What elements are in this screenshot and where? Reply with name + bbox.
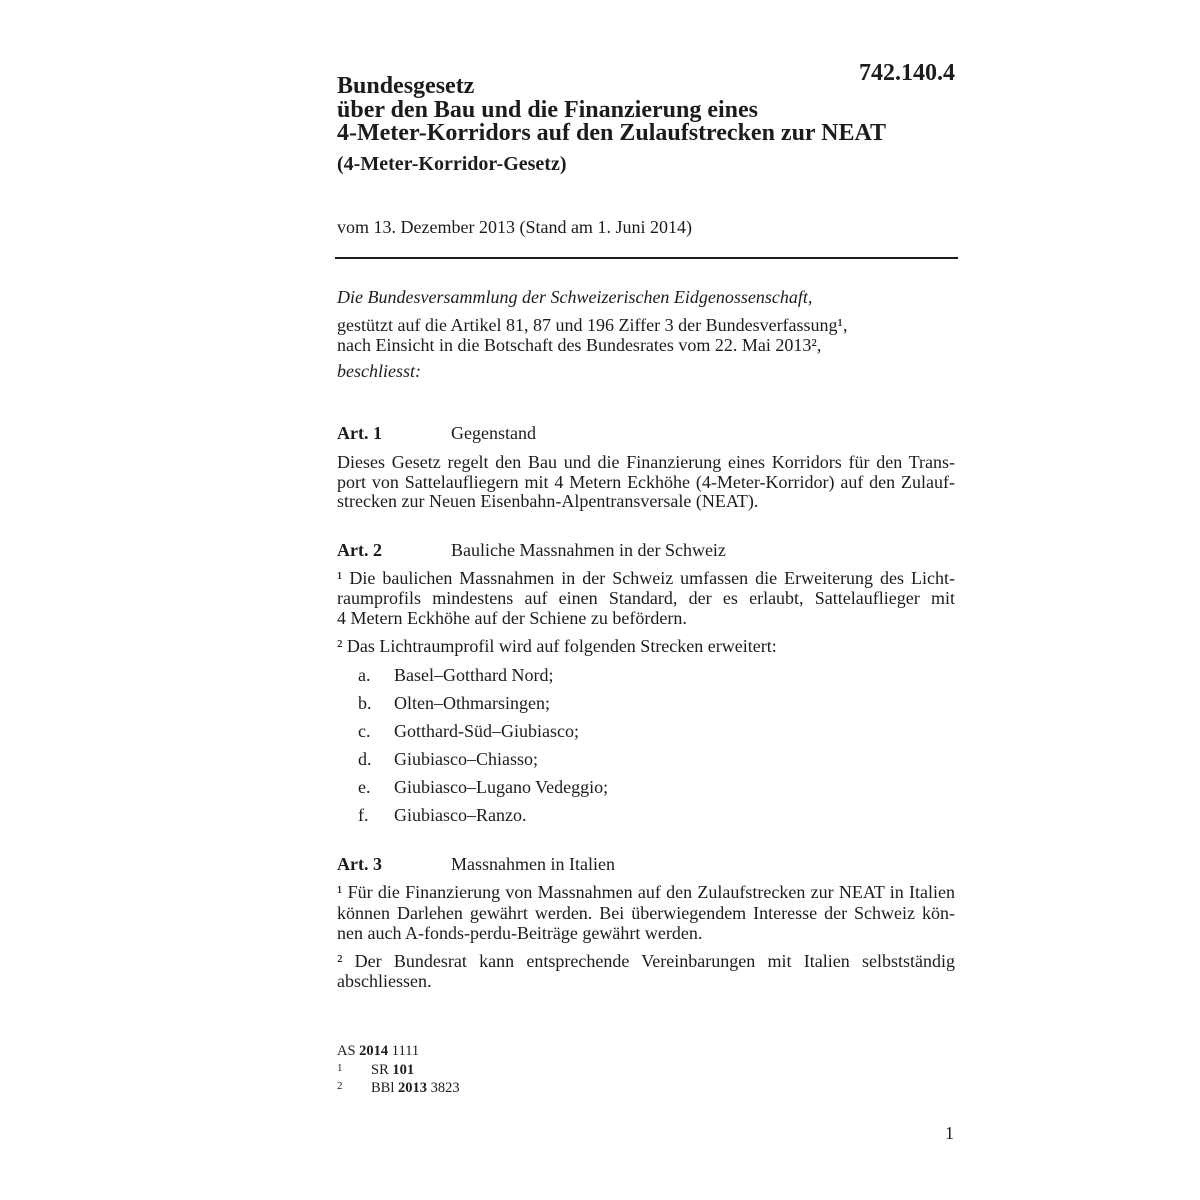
list-item-label: e. (358, 777, 371, 797)
article-number: Art. 3 (337, 854, 382, 874)
footnote-text (371, 1079, 460, 1098)
footnote-text (371, 1061, 414, 1080)
list-item (337, 777, 955, 805)
paragraph (337, 636, 955, 656)
paragraph-line: raumprofils mindestens auf einen Standard, der es erlaubt, Sattelauflieger mit (337, 588, 955, 608)
paragraph-line: 4 Metern Eckhöhe auf der Schiene zu befördern. (337, 608, 687, 628)
footnote-page: 3823 (430, 1080, 460, 1096)
footnote-ref: 2013 (398, 1080, 427, 1096)
list-item-label: d. (358, 749, 372, 769)
list-item-text: Basel–Gotthard Nord; (394, 665, 554, 685)
article-number: Art. 1 (337, 423, 382, 443)
paragraph-line: Dieses Gesetz regelt den Bau und die Finanzierung eines Korridors für den Trans- (337, 452, 955, 472)
paragraph-line: abschliessen. (337, 971, 432, 991)
list-item (337, 721, 955, 749)
list-item-text: Giubiasco–Ranzo. (394, 805, 527, 825)
footnote-number: 2 (337, 1080, 343, 1092)
article-heading-row (337, 854, 955, 874)
list-item-label: b. (358, 693, 372, 713)
title-line: über den Bau und die Finanzierung eines (337, 96, 758, 123)
sr-number: 742.140.4 (859, 60, 955, 86)
source-series: AS (337, 1043, 356, 1059)
source-year: 2014 (359, 1043, 389, 1059)
paragraph (337, 882, 955, 944)
paragraph-line: ² Der Bundesrat kann entsprechende Vereinbarungen mit Italien selbstständig (337, 951, 955, 971)
article-heading-row (337, 423, 955, 443)
paragraph (337, 453, 955, 512)
list-item-label: a. (358, 665, 371, 685)
law-title (337, 75, 886, 146)
list-item (337, 749, 955, 777)
paragraph-line: ¹ Die baulichen Massnahmen in der Schweiz umfassen die Erweiterung des Licht- (337, 568, 955, 588)
article-number: Art. 2 (337, 540, 382, 560)
paragraph-line: strecken zur Neuen Eisenbahn-Alpentransversale (NEAT). (337, 491, 759, 512)
list-item (337, 665, 955, 693)
paragraph-line: können Darlehen gewährt werden. Bei überwiegendem Interesse der Schweiz kön- (337, 902, 955, 923)
footnote-ref: 101 (392, 1061, 415, 1078)
list-item (337, 805, 955, 833)
footnote-series: BBl (371, 1080, 395, 1096)
title-line: 4-Meter-Korridors auf den Zulaufstrecken zur NEAT (337, 120, 887, 146)
preamble-decision: beschliesst: (337, 361, 421, 381)
footnotes (337, 1042, 737, 1098)
paragraph-line: ¹ Für die Finanzierung von Massnahmen auf den Zulaufstrecken zur NEAT in Italien (337, 882, 955, 902)
list-item-text: Giubiasco–Lugano Vedeggio; (394, 777, 609, 797)
footnote-number: 1 (337, 1061, 343, 1074)
list-item-text: Giubiasco–Chiasso; (394, 749, 538, 769)
paragraph-line: nen auch A-fonds-perdu-Beiträge gewährt werden. (337, 923, 703, 943)
list-item-label: c. (358, 721, 371, 741)
list-item-text: Olten–Othmarsingen; (394, 693, 550, 713)
article-title: Gegenstand (451, 423, 536, 443)
separator-rule (335, 257, 958, 259)
footnote-series: SR (371, 1061, 389, 1078)
paragraph-line: ² Das Lichtraumprofil wird auf folgenden Strecken erweitert: (337, 636, 777, 656)
paragraph-line: port von Sattelaufliegern mit 4 Metern Eckhöhe (4-Meter-Korridor) auf den Zulauf- (337, 471, 955, 492)
paragraph (337, 568, 955, 628)
preamble-basis (337, 315, 955, 355)
list-item-label: f. (358, 805, 369, 825)
footnote (337, 1061, 737, 1080)
paragraph (337, 951, 955, 991)
short-title: (4-Meter-Korridor-Gesetz) (337, 153, 567, 175)
preamble-issuer: Die Bundesversammlung der Schweizerischen Eidgenossenschaft, (337, 287, 813, 307)
title-line: Bundesgesetz (337, 73, 475, 99)
preamble-basis-line: nach Einsicht in die Botschaft des Bundesrates vom 22. Mai 2013², (337, 335, 822, 355)
route-list (337, 665, 955, 833)
article-title: Massnahmen in Italien (451, 854, 615, 874)
preamble-basis-line: gestützt auf die Artikel 81, 87 und 196 Ziffer 3 der Bundesverfassung¹, (337, 315, 848, 335)
list-item (337, 693, 955, 721)
article-heading-row (337, 540, 955, 560)
footnote-source (337, 1042, 737, 1061)
date-line: vom 13. Dezember 2013 (Stand am 1. Juni 2014) (337, 217, 692, 237)
source-page: 1111 (391, 1043, 420, 1059)
article-title: Bauliche Massnahmen in der Schweiz (451, 540, 726, 560)
list-item-text: Gotthard-Süd–Giubiasco; (394, 721, 579, 741)
page-number: 1 (945, 1123, 954, 1143)
footnote (337, 1079, 737, 1098)
